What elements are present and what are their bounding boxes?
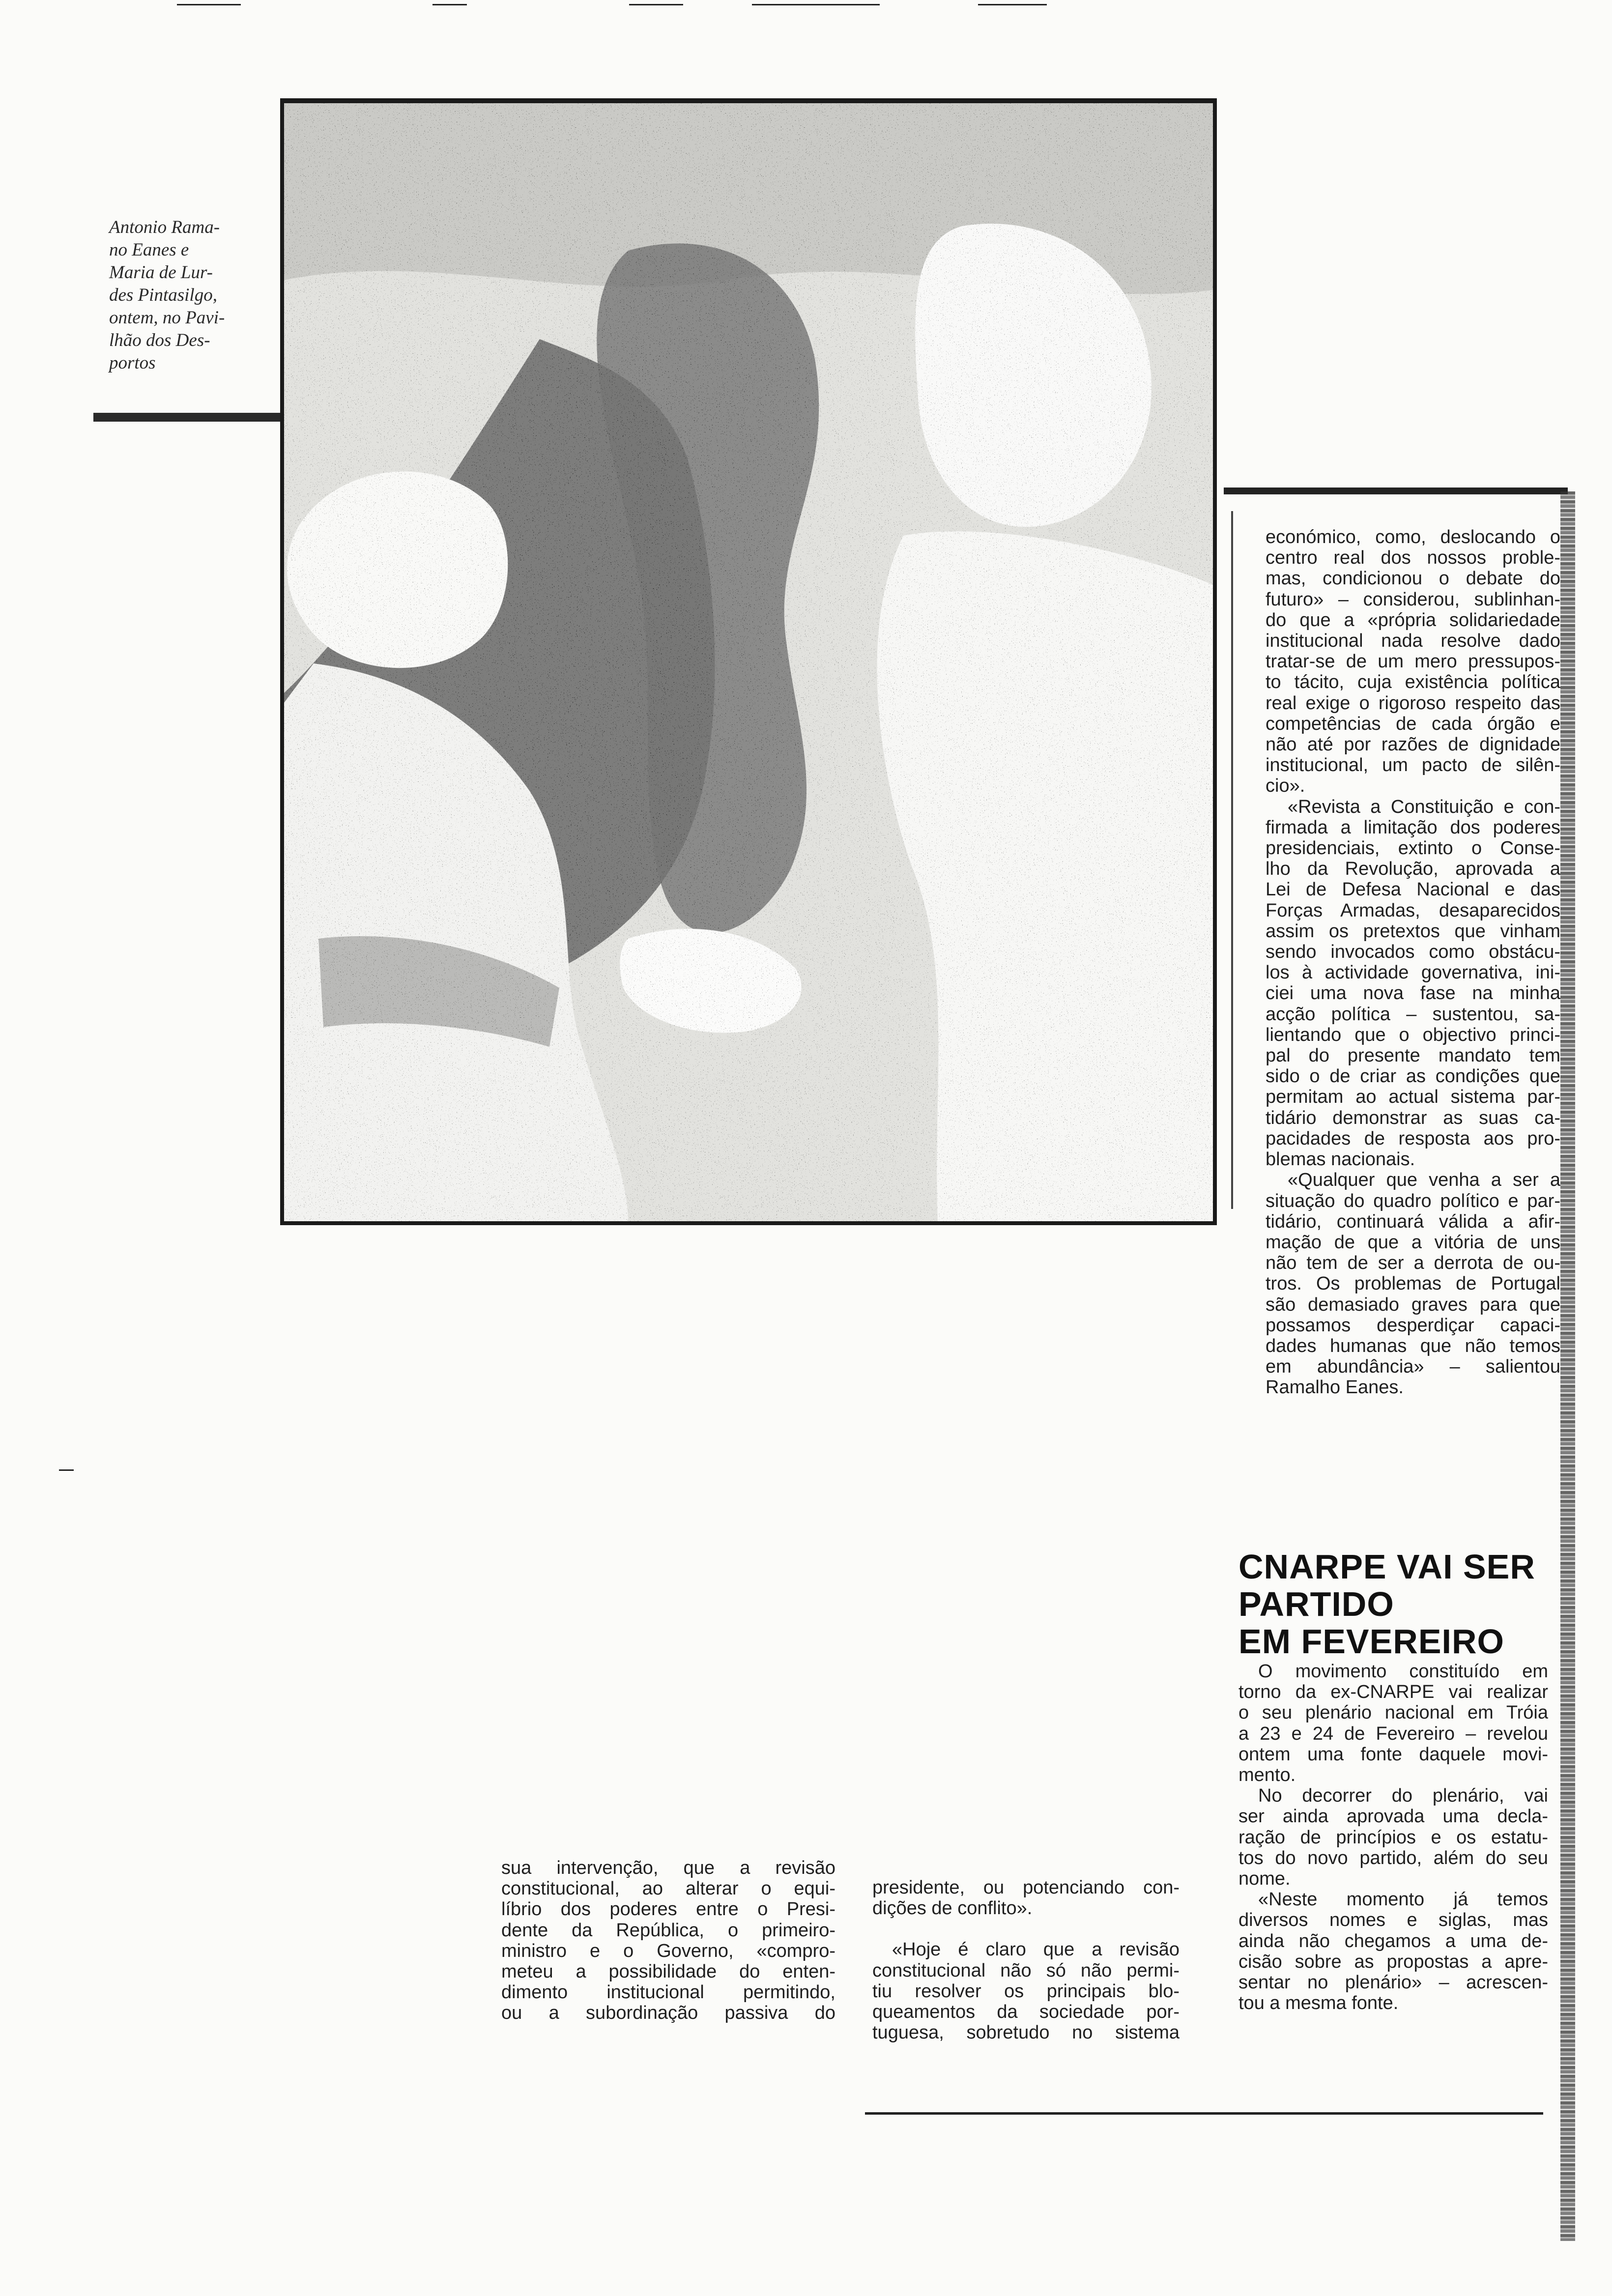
text-line: mento. — [1238, 1765, 1296, 1786]
text-line: los à actividade governativa, ini- — [1266, 962, 1560, 983]
text-line: Forças Armadas, desaparecidos — [1266, 900, 1560, 921]
torn-right-edge — [1560, 491, 1575, 2241]
top-edge-rule-1 — [177, 4, 241, 5]
text-line: assim os pretextos que vinham — [1266, 920, 1560, 942]
text-line: lho da Revolução, aprovada a — [1266, 859, 1560, 880]
text-line: queamentos da sociedade por- — [872, 2002, 1180, 2023]
text-line: ração de princípios e os estatu- — [1238, 1827, 1548, 1848]
text-line: mas, condicionou o debate do — [1266, 568, 1560, 589]
caption-line: ontem, no Pavi- — [109, 308, 225, 328]
text-line: sua intervenção, que a revisão — [501, 1858, 835, 1878]
caption-line: portos — [109, 353, 156, 373]
top-edge-rule-4 — [752, 4, 880, 5]
caption-line: lhão dos Des- — [109, 330, 210, 350]
text-line: tidário demonstrar as suas ca- — [1266, 1107, 1560, 1128]
text-line: em abundância» – salientou — [1266, 1356, 1560, 1378]
text-line: Ramalho Eanes. — [1266, 1377, 1404, 1398]
text-line: tos do novo partido, além do seu — [1238, 1847, 1548, 1868]
text-line: pacidades de resposta aos pro- — [1266, 1128, 1560, 1149]
text-line: «Hoje é claro que a revisão — [892, 1939, 1180, 1960]
caption-line: Maria de Lur- — [109, 262, 213, 283]
text-line: tidário, continuará válida a afir- — [1266, 1211, 1560, 1232]
headline-line: PARTIDO — [1238, 1585, 1394, 1623]
text-line: tou a mesma fonte. — [1238, 1993, 1399, 2014]
text-line: constitucional não só não permi- — [872, 1960, 1180, 1981]
text-line: ontem uma fonte daquele movi- — [1238, 1744, 1548, 1765]
text-line: económico, como, deslocando o — [1266, 527, 1560, 547]
text-line: sendo invocados como obstácu- — [1266, 942, 1560, 963]
photo-caption — [109, 216, 266, 374]
text-line: permitam ao actual sistema par- — [1266, 1087, 1560, 1108]
text-line: ainda não chegamos a uma de- — [1238, 1930, 1548, 1952]
text-line: cio». — [1266, 775, 1305, 797]
text-line: to tácito, cuja existência política — [1266, 672, 1560, 693]
top-edge-rule-2 — [432, 4, 467, 5]
text-line: dições de conflito». — [872, 1898, 1033, 1919]
text-line — [872, 1919, 1180, 1939]
text-line: «Neste momento já temos — [1258, 1889, 1548, 1910]
text-line: ser ainda aprovada uma decla- — [1238, 1806, 1548, 1827]
text-line: pal do presente mandato tem — [1266, 1045, 1560, 1066]
text-line: centro real dos nossos proble- — [1266, 547, 1560, 569]
caption-line: Antonio Rama- — [109, 217, 220, 237]
right-column-text — [1266, 527, 1560, 1398]
text-line: cisão sobre as propostas a apre- — [1238, 1951, 1548, 1972]
text-line: tuguesa, sobretudo no sistema — [872, 2022, 1180, 2043]
text-line: «Qualquer que venha a ser a — [1288, 1170, 1560, 1191]
bottom-middle-column — [872, 1877, 1180, 2043]
caption-bottom-bar — [93, 413, 283, 422]
text-line: acção política – sustentou, sa- — [1266, 1004, 1560, 1025]
headline-line: EM FEVEREIRO — [1238, 1622, 1504, 1661]
headline-line: CNARPE VAI SER — [1238, 1548, 1535, 1586]
text-line: são demasiado graves para que — [1266, 1294, 1560, 1315]
article-body — [1238, 1661, 1548, 2013]
text-line: lientando que o objectivo princi- — [1266, 1024, 1560, 1045]
text-line: dimento institucional permitindo, — [501, 1982, 835, 2003]
text-line: O movimento constituído em — [1258, 1661, 1548, 1682]
text-line: firmada a limitação dos poderes — [1266, 817, 1560, 838]
text-line: mação de que a vitória de uns — [1266, 1232, 1560, 1253]
text-line: No decorrer do plenário, vai — [1258, 1785, 1548, 1807]
right-column-left-rule — [1231, 511, 1233, 1209]
text-line: institucional, um pacto de silên- — [1266, 755, 1560, 776]
text-line: dades humanas que não temos — [1266, 1335, 1560, 1356]
caption-line: no Eanes e — [109, 240, 189, 260]
text-line: competências de cada órgão e — [1266, 713, 1560, 734]
text-line: tratar-se de um mero pressupos- — [1266, 651, 1560, 672]
text-line: Lei de Defesa Nacional e das — [1266, 879, 1560, 900]
text-line: presidenciais, extinto o Conse- — [1266, 838, 1560, 859]
text-line: o seu plenário nacional em Tróia — [1238, 1702, 1548, 1723]
press-photo — [280, 98, 1217, 1225]
text-line: ministro e o Governo, «compro- — [501, 1940, 835, 1961]
text-line: sido o de criar as condições que — [1266, 1066, 1560, 1087]
text-line: não até por razões de dignidade — [1266, 734, 1560, 755]
text-line: ou a subordinação passiva do — [501, 2003, 835, 2024]
text-line: situação do quadro político e par- — [1266, 1190, 1560, 1211]
text-line: presidente, ou potenciando con- — [872, 1877, 1180, 1898]
text-line: «Revista a Constituição e con- — [1288, 796, 1560, 817]
right-column-top-bar — [1224, 488, 1568, 494]
caption-line: des Pintasilgo, — [109, 285, 217, 305]
photo-halftone — [284, 103, 1213, 1221]
text-line: institucional nada resolve dado — [1266, 631, 1560, 652]
text-line: sentar no plenário» – acrescen- — [1238, 1972, 1548, 1993]
top-edge-rule-3 — [629, 4, 683, 5]
text-line: dente da República, o primeiro- — [501, 1920, 835, 1941]
text-line: tiu resolver os principais blo- — [872, 1980, 1180, 2002]
left-margin-dash — [59, 1469, 74, 1471]
text-line: a 23 e 24 de Fevereiro – revelou — [1238, 1723, 1548, 1744]
text-line: real exige o rigoroso respeito das — [1266, 692, 1560, 714]
text-line: possamos desperdiçar capaci- — [1266, 1315, 1560, 1336]
text-line: blemas nacionais. — [1266, 1149, 1415, 1170]
text-line: diversos nomes e siglas, mas — [1238, 1910, 1548, 1931]
bottom-article-rule — [865, 2112, 1543, 2115]
text-line: torno da ex-CNARPE vai realizar — [1238, 1682, 1548, 1703]
text-line: futuro» – considerou, sublinhan- — [1266, 589, 1560, 610]
text-line: ciei uma nova fase na minha — [1266, 983, 1560, 1004]
text-line: líbrio dos poderes entre o Presi- — [501, 1899, 835, 1920]
bottom-left-column — [501, 1858, 835, 2024]
text-line: nome. — [1238, 1868, 1291, 1890]
article-headline — [1238, 1548, 1553, 1660]
text-line: tros. Os problemas de Portugal — [1266, 1273, 1560, 1294]
text-line: do que a «própria solidariedade — [1266, 609, 1560, 631]
text-line: constitucional, ao alterar o equi- — [501, 1878, 835, 1899]
text-line: não tem de ser a derrota de ou- — [1266, 1253, 1560, 1274]
top-edge-rule-5 — [978, 4, 1047, 5]
text-line: meteu a possibilidade do enten- — [501, 1961, 835, 1982]
